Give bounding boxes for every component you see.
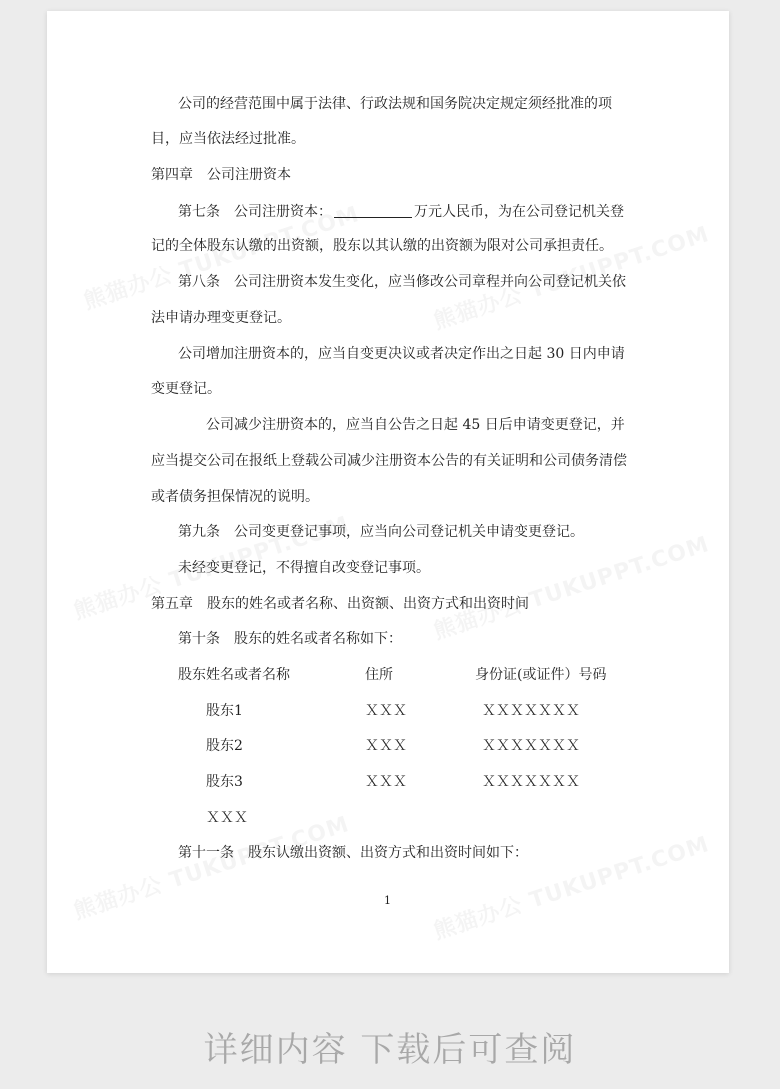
table-header-id: 身份证(或证件）号码: [475, 667, 607, 683]
table-cell-id: ＸＸＸＸＸＸＸ: [482, 738, 580, 754]
table-cell-name: 股东2: [206, 738, 243, 754]
paragraph-line: 公司减少注册资本的，应当自公告之日起 45 日后申请变更登记，并: [206, 417, 625, 433]
page-number: 1: [384, 894, 391, 907]
chapter-heading: 第四章 公司注册资本: [151, 167, 291, 183]
table-cell-name: 股东1: [206, 703, 243, 719]
table-cell-address: ＸＸＸ: [365, 774, 407, 790]
paragraph-line: 变更登记。: [151, 381, 221, 397]
chapter-heading: 第五章 股东的姓名或者名称、出资额、出资方式和出资时间: [151, 596, 529, 612]
paragraph-line: 未经变更登记，不得擅自改变登记事项。: [178, 560, 430, 576]
blank-field: [334, 203, 412, 218]
document-page: [47, 11, 729, 973]
watermark: [429, 527, 713, 646]
table-cell-name: 股东3: [206, 774, 243, 790]
table-cell-id: ＸＸＸＸＸＸＸ: [482, 703, 580, 719]
paragraph-line: 或者债务担保情况的说明。: [151, 489, 319, 505]
article-7-suffix: 万元人民币，为在公司登记机关登: [414, 204, 624, 220]
article-10: 第十条 股东的姓名或者名称如下：: [178, 631, 402, 647]
table-header-name: 股东姓名或者名称: [178, 667, 290, 683]
table-cell-id: ＸＸＸＸＸＸＸ: [482, 774, 580, 790]
article-7-prefix: 第七条 公司注册资本：: [178, 204, 332, 220]
table-cell-address: ＸＸＸ: [365, 703, 407, 719]
paragraph-line: 公司增加注册资本的，应当自变更决议或者决定作出之日起 30 日内申请: [178, 346, 625, 362]
table-extra-cell: ＸＸＸ: [206, 810, 248, 826]
article-7: [178, 203, 624, 220]
article-9: 第九条 公司变更登记事项，应当向公司登记机关申请变更登记。: [178, 524, 584, 540]
paragraph-line: 记的全体股东认缴的出资额，股东以其认缴的出资额为限对公司承担责任。: [151, 238, 613, 254]
table-cell-address: ＸＸＸ: [365, 738, 407, 754]
article-11: 第十一条 股东认缴出资额、出资方式和出资时间如下：: [178, 845, 528, 861]
download-prompt: 详细内容 下载后可查阅: [203, 1030, 577, 1070]
article-8: 第八条 公司注册资本发生变化，应当修改公司章程并向公司登记机关依: [178, 274, 626, 290]
paragraph-line: 应当提交公司在报纸上登载公司减少注册资本公告的有关证明和公司债务清偿: [151, 453, 627, 469]
paragraph-line: 目，应当依法经过批准。: [151, 131, 305, 147]
table-header-address: 住所: [365, 667, 393, 683]
paragraph-line: 公司的经营范围中属于法律、行政法规和国务院决定规定须经批准的项: [178, 96, 612, 112]
paragraph-line: 法申请办理变更登记。: [151, 310, 291, 326]
